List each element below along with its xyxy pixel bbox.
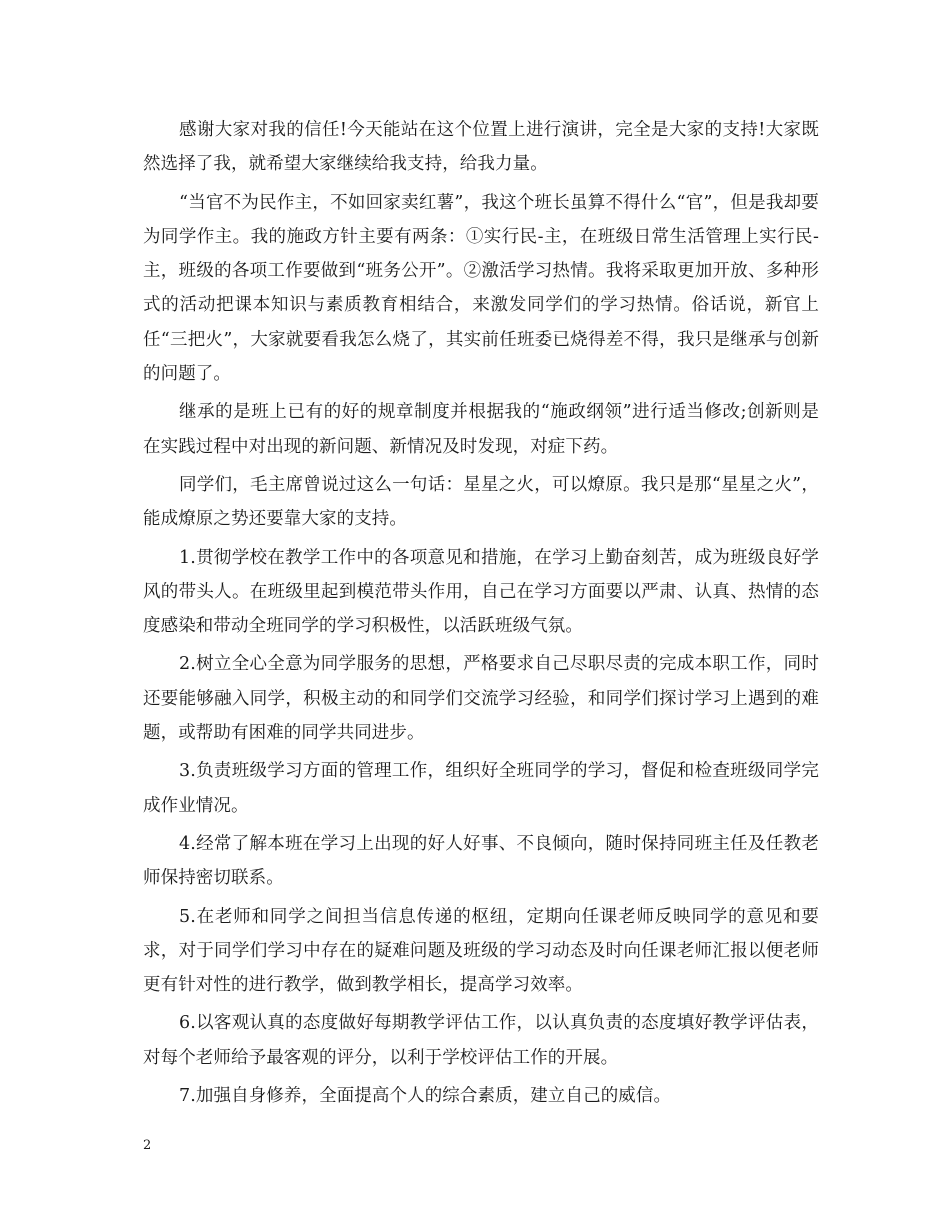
paragraph-item-4: 4.经常了解本班在学习上出现的好人好事、不良倾向，随时保持同班主任及任教老师保持密切联系。 [143, 833, 819, 889]
paragraph-intro: 感谢大家对我的信任!今天能站在这个位置上进行演讲，完全是大家的支持!大家既然选择了我，就希望大家继续给我支持，给我力量。 [143, 120, 819, 175]
document-body [143, 113, 819, 1117]
paragraph-item-5: 5.在老师和同学之间担当信息传递的枢纽，定期向任课老师反映同学的意见和要求，对于同学们学习中存在的疑难问题及班级的学习动态及时向任课老师汇报以便老师更有针对性的进行教学，做到教学相长，提高学习效率。 [143, 906, 819, 996]
paragraph-inherit: 继承的是班上已有的好的规章制度并根据我的“施政纲领”进行适当修改;创新则是在实践过程中对出现的新问题、新情况及时发现，对症下药。 [143, 402, 819, 457]
paragraph-item-3: 3.负责班级学习方面的管理工作，组织好全班同学的学习，督促和检查班级同学完成作业情况。 [143, 761, 819, 816]
paragraph-spark: 同学们，毛主席曾说过这么一句话：星星之火，可以燎原。我只是那“星星之火”，能成燎原之势还要靠大家的支持。 [143, 474, 819, 530]
paragraph-item-1: 1.贯彻学校在教学工作中的各项意见和措施，在学习上勤奋刻苦，成为班级良好学风的带头人。在班级里起到模范带头作用，自己在学习方面要以严肃、认真、热情的态度感染和带动全班同学的学习积极性，以活跃班级气氛。 [143, 547, 819, 637]
paragraph-item-7: 7.加强自身修养，全面提高个人的综合素质，建立自己的威信。 [179, 1086, 672, 1107]
paragraph-item-6: 6.以客观认真的态度做好每期教学评估工作，以认真负责的态度填好教学评估表，对每个老师给予最客观的评分，以利于学校评估工作的开展。 [143, 1013, 819, 1068]
paragraph-policy: “当官不为民作主，不如回家卖红薯”，我这个班长虽算不得什么“官”，但是我却要为同学作主。我的施政方针主要有两条：①实行民-主，在班级日常生活管理上实行民-主，班级的各项工作要做到“班务公开”。②激活学习热情。我将采取更加开放、多种形式的活动把课本知识与素质教育相结合，来激发同学们的学习热情。俗话说，新官上任“三把火”，大家就要看我怎么烧了，其实前任班委已烧得差不得，我只是继承与创新的问题了。 [143, 192, 819, 385]
page-number: 2 [143, 1138, 152, 1153]
paragraph-item-2: 2.树立全心全意为同学服务的思想，严格要求自己尽职尽责的完成本职工作，同时还要能够融入同学，积极主动的和同学们交流学习经验，和同学们探讨学习上遇到的难题，或帮助有困难的同学共同进步。 [143, 654, 819, 744]
